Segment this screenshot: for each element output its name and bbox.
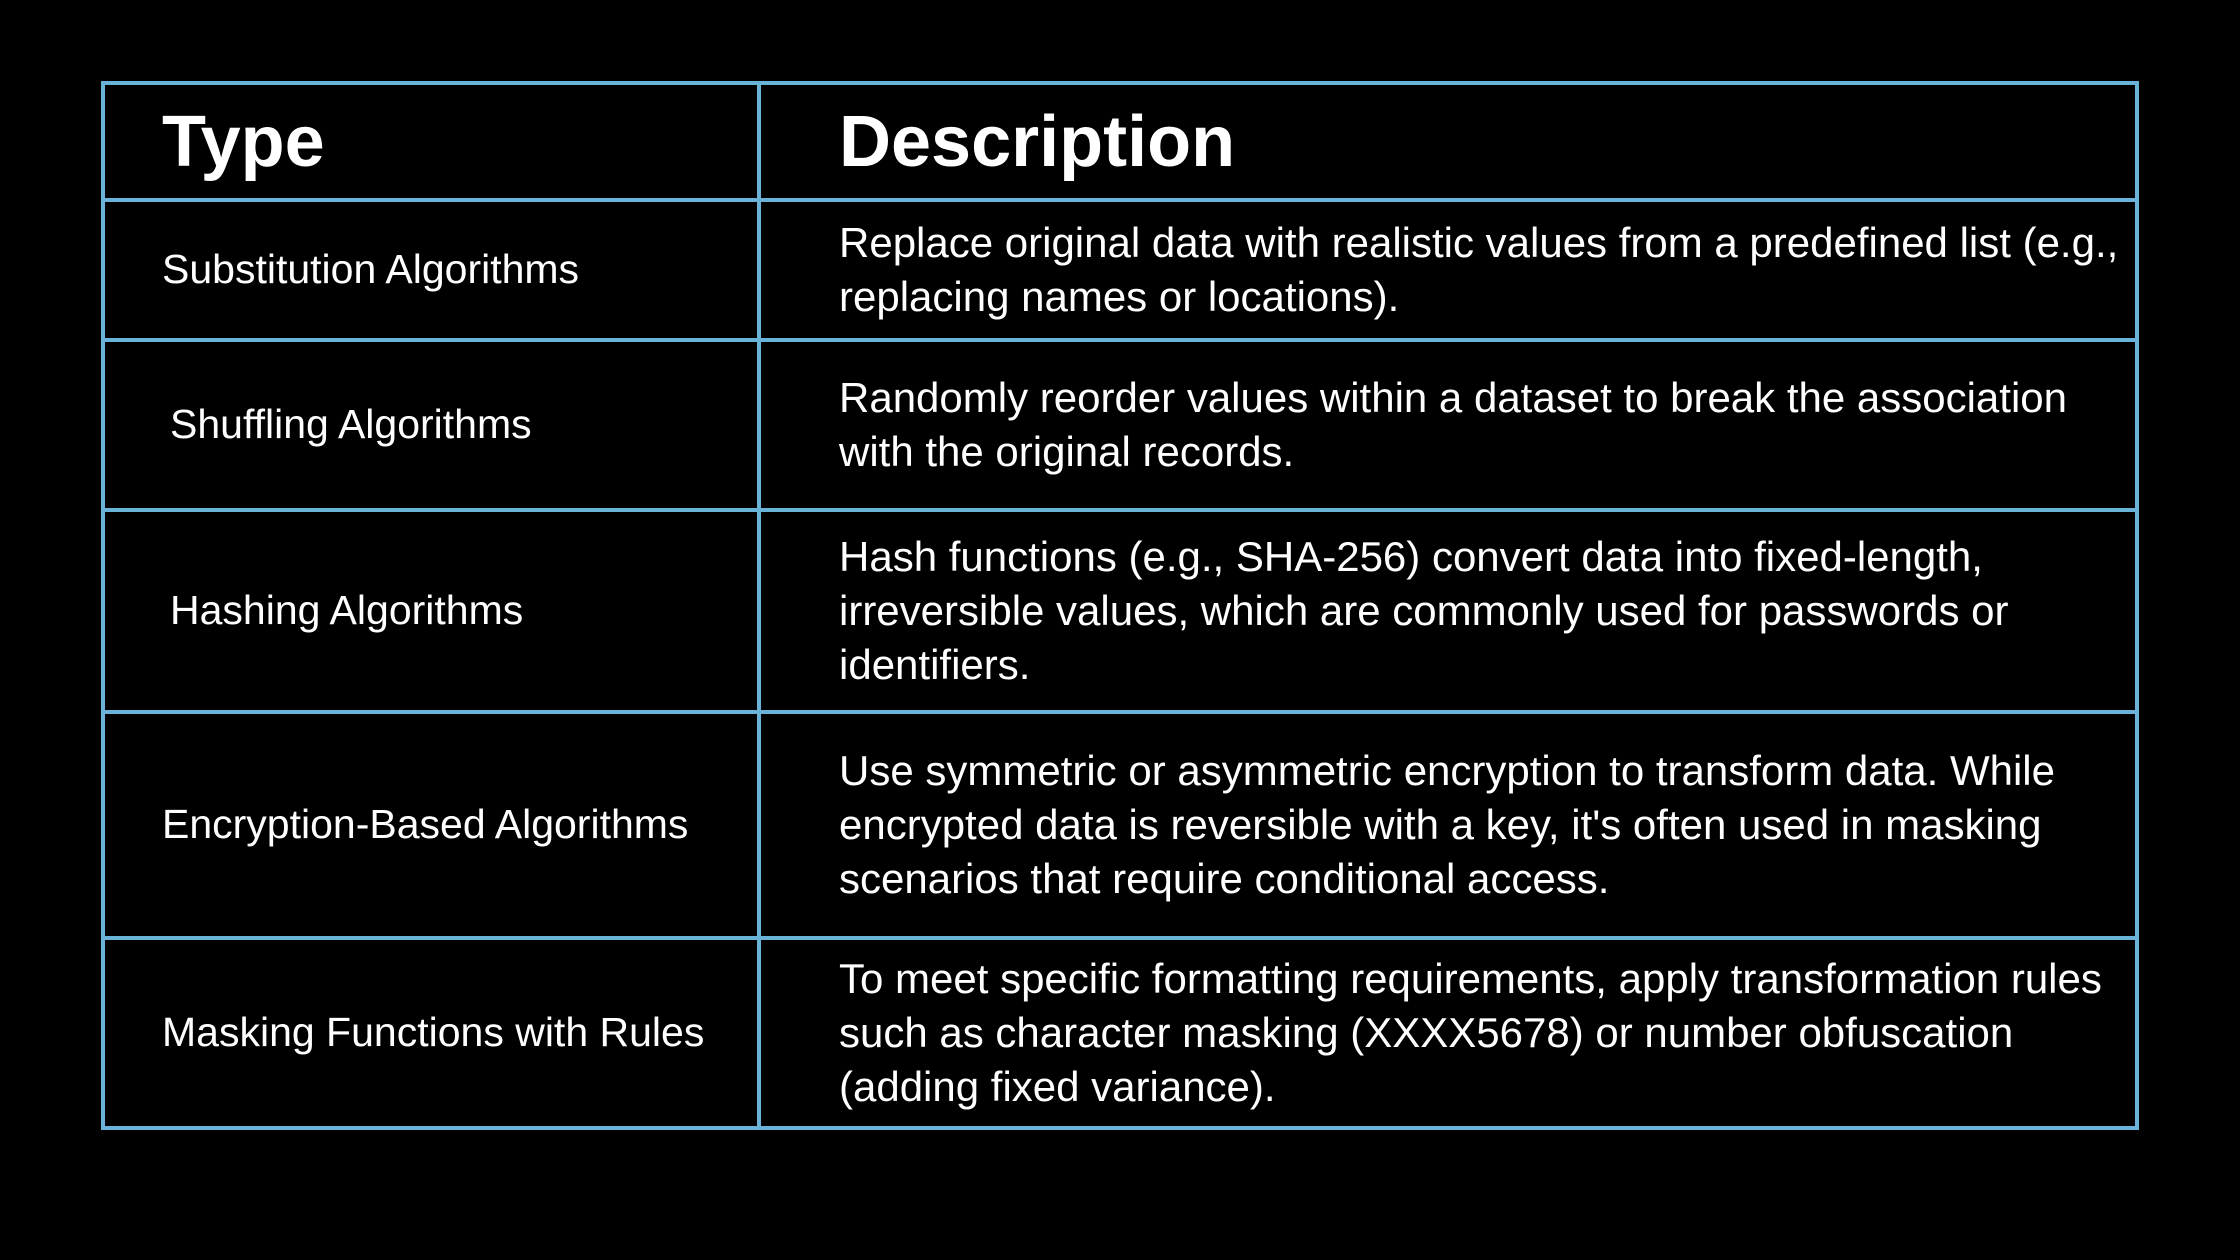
description-cell: To meet specific formatting requirements, apply transformation rules such as character masking (XXXX5678) or number obfuscation (adding fixed variance). [759, 938, 2137, 1128]
description-cell: Replace original data with realistic values from a predefined list (e.g., replacing names or locations). [759, 200, 2137, 340]
description-cell: Use symmetric or asymmetric encryption to transform data. While encrypted data is reversible with a key, it's often used in masking scenarios that require conditional access. [759, 712, 2137, 938]
table-row [103, 712, 2137, 938]
table-header-row [103, 83, 2137, 200]
algorithm-table-container [101, 81, 2139, 1130]
type-cell [103, 510, 759, 712]
description-cell: Randomly reorder values within a dataset to break the association with the original records. [759, 340, 2137, 510]
type-label: Shuffling Algorithms [170, 401, 532, 448]
type-cell [103, 340, 759, 510]
table-row [103, 200, 2137, 340]
type-column-header: Type [103, 83, 759, 200]
table-row [103, 938, 2137, 1128]
type-cell: Substitution Algorithms [103, 200, 759, 340]
type-label: Hashing Algorithms [170, 587, 524, 634]
algorithm-table [101, 81, 2139, 1130]
description-column-header: Description [759, 83, 2137, 200]
table-row [103, 510, 2137, 712]
table-row [103, 340, 2137, 510]
type-cell: Masking Functions with Rules [103, 938, 759, 1128]
description-cell: Hash functions (e.g., SHA-256) convert data into fixed-length, irreversible values, which are commonly used for passwords or identifiers. [759, 510, 2137, 712]
type-cell: Encryption-Based Algorithms [103, 712, 759, 938]
